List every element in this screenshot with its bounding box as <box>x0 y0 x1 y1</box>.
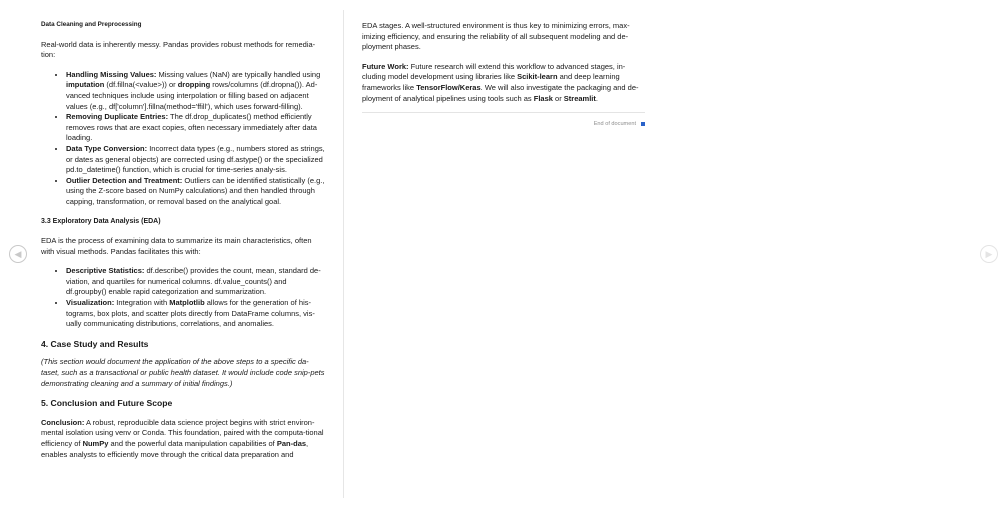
right-page <box>362 0 645 506</box>
heading-eda: 3.3 Exploratory Data Analysis (EDA) <box>41 217 161 225</box>
heading-case-study: 4. Case Study and Results <box>41 338 149 349</box>
page-divider <box>343 10 344 498</box>
list-item: • Visualization: Integration with Matplotlib allows for the generation of his-tograms, box plots, and scatter plots directly from DataFrame columns, vis-ually communicating distributions, correlations, and anomalies. <box>66 298 326 330</box>
heading-conclusion: 5. Conclusion and Future Scope <box>41 398 173 409</box>
list-item: • Removing Duplicate Entries: The df.drop_duplicates() method efficiently removes rows that are exact copies, often necessary immediately after data loading. <box>66 112 326 144</box>
next-page-button[interactable] <box>980 245 998 263</box>
intro-cleaning: Real-world data is inherently messy. Pandas provides robust methods for remedia-tion: <box>41 39 316 60</box>
previous-page-button[interactable] <box>9 245 27 263</box>
end-separator <box>362 112 645 113</box>
heading-data-cleaning: Data Cleaning and Preprocessing <box>41 21 142 28</box>
list-item: • Handling Missing Values: Missing values (NaN) are typically handled using imputation (df.fillna(<value>)) or dropping rows/columns (df.dropna()). Ad-vanced techniques include using interpolation or filling based on adjacent values (e.g., df['column'].fillna(method='ffill'), which uses forward-filling). <box>66 70 326 112</box>
list-item: • Outlier Detection and Treatment: Outliers can be identified statistically (e.g., using the Z-score based on NumPy calculations) and then handled through capping, transformation, or removal based on the analytical goal. <box>66 176 326 208</box>
end-marker-icon <box>641 122 645 126</box>
conclusion-text: Conclusion: A robust, reproducible data science project begins with strict environ-mental isolation using venv or Conda. This foundation, paired with the computa-tional efficiency of NumPy and the powerful data manipulation capabilities of Pan-das, enables analysts to efficiently move through the critical data preparation and <box>41 417 324 459</box>
intro-eda: EDA is the process of examining data to summarize its main characteristics, often with visual methods. Pandas facilitates this with: <box>41 236 312 256</box>
triangle-right-icon: ▶ <box>985 248 993 259</box>
end-of-document <box>594 119 645 130</box>
future-work-text: Future Work: Future research will extend this workflow to advanced stages, in-cluding model development using libraries like Scikit-learn and deep learning frameworks like TensorFlow/Keras. We will also investigate the packaging and de-ployment of analytical pipelines using tools such as Flask or Streamlit. <box>362 61 639 103</box>
left-page <box>41 0 326 506</box>
cleaning-list <box>41 70 326 208</box>
eda-list <box>41 266 326 330</box>
case-study-text: (This section would document the application of the above steps to a specific da-taset, such as a transactional or public health dataset. It would include code snip-pets demonstrating cleaning and a summary of initial findings.) <box>41 357 325 388</box>
list-item: • Descriptive Statistics: df.describe() provides the count, mean, standard de-viation, and quartiles for numerical columns. df.value_counts() and df.groupby() enable rapid categorization and summarization. <box>66 266 326 298</box>
continuation-text: EDA stages. A well-structured environment is thus key to minimizing errors, max-imizing efficiency, and ensuring the reliability of all subsequent modeling and de-ployment phases. <box>362 21 630 52</box>
triangle-left-icon: ◀ <box>14 248 22 259</box>
end-of-document-label: End of document <box>593 121 636 127</box>
list-item: • Data Type Conversion: Incorrect data types (e.g., numbers stored as strings, or dates as general objects) are corrected using df.astype() or the specialized pd.to_datetime() function, which is crucial for time-series analy-sis. <box>66 144 326 176</box>
